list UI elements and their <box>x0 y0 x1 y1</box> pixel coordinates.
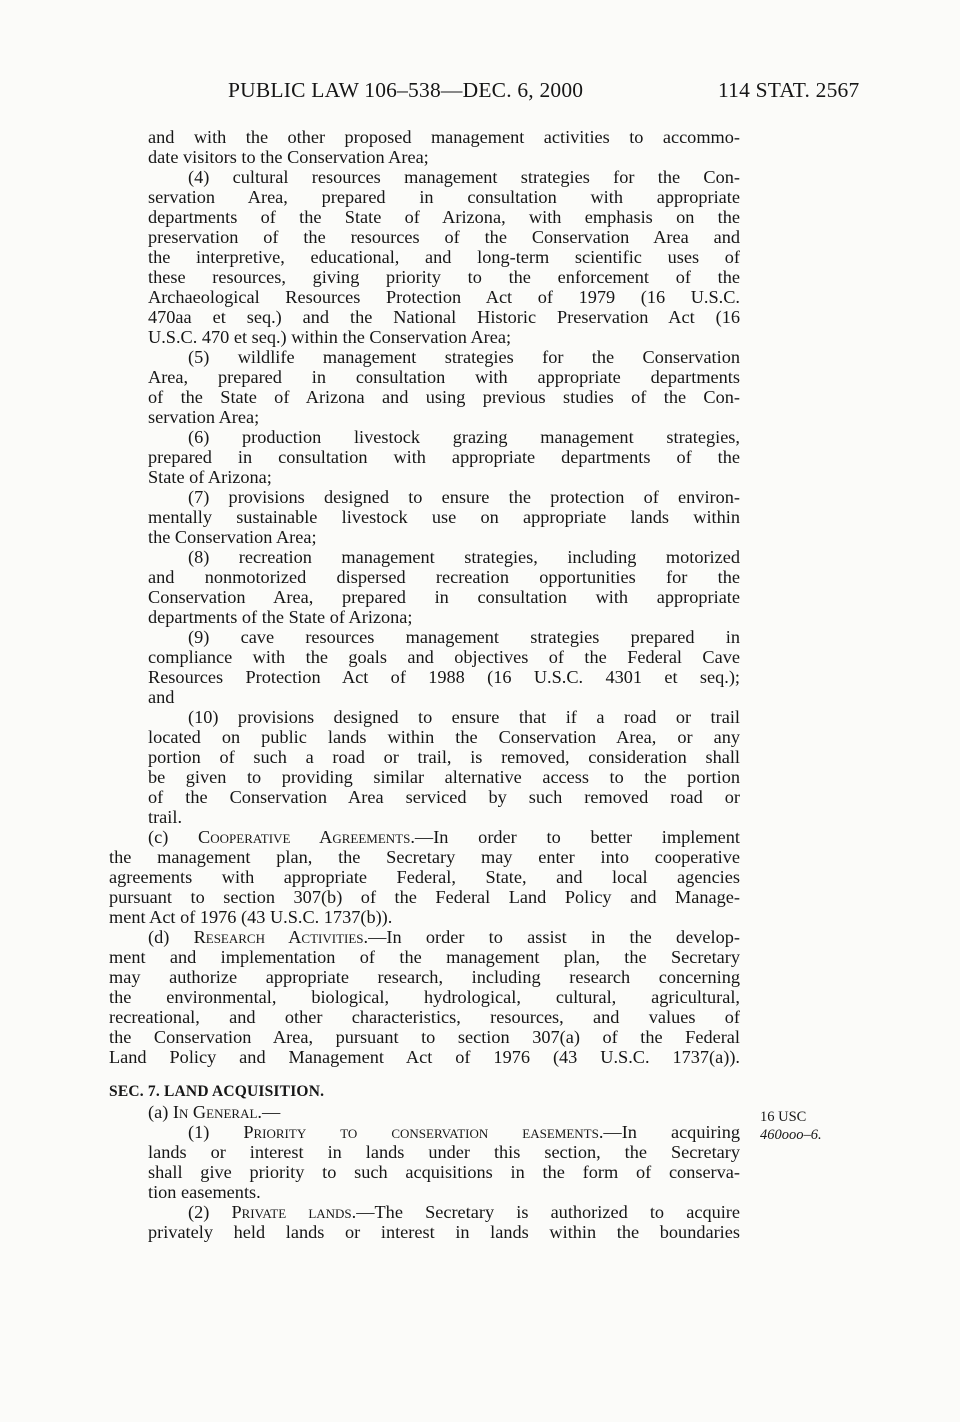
line-text: (7) provisions designed to ensure the protection of environ- <box>188 487 740 507</box>
subsection-heading: Priority to conservation easements.— <box>243 1122 622 1142</box>
line-text: may authorize appropriate research, including research concerning <box>109 967 740 987</box>
line-text: Area, prepared in consultation with appropriate departments <box>148 367 740 387</box>
line-text: (4) cultural resources management strategies for the Con- <box>188 167 740 187</box>
line-text: recreational, and other characteristics, resources, and values of <box>109 1007 740 1027</box>
text-line <box>109 1047 740 1067</box>
running-head: PUBLIC LAW 106–538—DEC. 6, 2000 <box>228 78 584 102</box>
text-line <box>148 387 740 407</box>
line-text: located on public lands within the Conservation Area, or any <box>148 727 740 747</box>
line-text: the management plan, the Secretary may enter into cooperative <box>109 847 740 867</box>
text-line <box>148 767 740 787</box>
line-text: the interpretive, educational, and long-term scientific uses of <box>148 247 740 267</box>
text-line <box>109 1027 740 1047</box>
line-text: departments of the State of Arizona, with emphasis on the <box>148 207 740 227</box>
text-line <box>148 447 740 467</box>
text-line <box>148 687 188 707</box>
text-line <box>109 907 469 927</box>
text-line <box>148 327 512 347</box>
text-line <box>148 727 740 747</box>
line-text: In acquiring <box>621 1122 740 1142</box>
text-line <box>188 707 740 727</box>
paragraph-designator: (d) <box>148 927 194 947</box>
text-line <box>148 287 740 307</box>
margin-citation-line-2: 460ooo–6. <box>760 1127 822 1143</box>
text-line <box>148 927 740 947</box>
line-text: and <box>148 687 175 707</box>
line-text: prepared in consultation with appropriate departments of the <box>148 447 740 467</box>
line-text: ment Act of 1976 (43 U.S.C. 1737(b)). <box>109 907 393 927</box>
text-line <box>148 227 740 247</box>
line-text: In order to assist in the develop- <box>386 927 740 947</box>
text-line <box>148 247 740 267</box>
line-text: lands or interest in lands under this section, the Secretary <box>148 1142 740 1162</box>
line-text: (5) wildlife management strategies for the Conservation <box>188 347 740 367</box>
statute-citation: 114 STAT. 2567 <box>718 78 860 102</box>
section-heading <box>109 1082 409 1102</box>
line-text: shall give priority to such acquisitions in the form of conserva- <box>148 1162 740 1182</box>
line-text: SEC. 7. LAND ACQUISITION. <box>109 1083 325 1100</box>
text-line <box>148 647 740 667</box>
text-line <box>109 967 740 987</box>
line-text: compliance with the goals and objectives of the Federal Cave <box>148 647 740 667</box>
text-line <box>148 267 740 287</box>
line-text: mentally sustainable livestock use on appropriate lands within <box>148 507 740 527</box>
line-text: (10) provisions designed to ensure that if a road or trail <box>188 707 740 727</box>
line-text: portion of such a road or trail, is removed, consideration shall <box>148 747 740 767</box>
line-text: the Conservation Area; <box>148 527 317 547</box>
subsection-heading: In General.— <box>172 1102 281 1122</box>
text-line <box>188 627 740 647</box>
line-text: preservation of the resources of the Conservation Area and <box>148 227 740 247</box>
text-line <box>148 667 740 687</box>
text-line <box>148 507 740 527</box>
text-line <box>148 207 740 227</box>
text-line <box>148 1222 740 1242</box>
line-text: privately held lands or interest in lands within the boundaries <box>148 1222 740 1242</box>
line-text: servation Area; <box>148 407 260 427</box>
text-line <box>188 427 740 447</box>
line-text: be given to providing similar alternative access to the portion <box>148 767 740 787</box>
margin-citation-line-1: 16 USC <box>760 1109 807 1125</box>
line-text: departments of the State of Arizona; <box>148 607 413 627</box>
subsection-heading: Cooperative Agreements.— <box>198 827 434 847</box>
text-line <box>188 347 740 367</box>
line-text: the environmental, biological, hydrological, cultural, agricultural, <box>109 987 740 1007</box>
text-line <box>148 747 740 767</box>
line-text: tion easements. <box>148 1182 261 1202</box>
line-text: ment and implementation of the management plan, the Secretary <box>109 947 740 967</box>
paragraph-designator: (1) <box>188 1122 244 1142</box>
line-text: of the State of Arizona and using previous studies of the Con- <box>148 387 740 407</box>
paragraph-designator: (a) <box>148 1102 173 1122</box>
text-line <box>109 987 740 1007</box>
line-text: (6) production livestock grazing management strategies, <box>188 427 740 447</box>
paragraph-designator: (2) <box>188 1202 232 1222</box>
text-line <box>148 187 740 207</box>
line-text: Land Policy and Management Act of 1976 (43 U.S.C. 1737(a)). <box>109 1047 740 1067</box>
line-text: The Secretary is authorized to acquire <box>374 1202 741 1222</box>
text-line <box>148 1102 388 1122</box>
line-text: Conservation Area, prepared in consultation with appropriate <box>148 587 740 607</box>
text-line <box>148 147 429 167</box>
page-header <box>0 78 960 108</box>
text-line <box>148 807 193 827</box>
text-line <box>109 947 740 967</box>
text-line <box>148 827 740 847</box>
text-line <box>148 1142 740 1162</box>
line-text: State of Arizona; <box>148 467 272 487</box>
text-line <box>148 587 740 607</box>
line-text: servation Area, prepared in consultation with appropriate <box>148 187 740 207</box>
text-line <box>148 787 740 807</box>
line-text: agreements with appropriate Federal, State, and local agencies <box>109 867 740 887</box>
line-text: the Conservation Area, pursuant to section 307(a) of the Federal <box>109 1027 740 1047</box>
line-text: pursuant to section 307(b) of the Federal Land Policy and Manage- <box>109 887 740 907</box>
text-line <box>188 1202 740 1222</box>
text-line <box>148 1182 298 1202</box>
text-line <box>109 1007 740 1027</box>
line-text: and nonmotorized dispersed recreation opportunities for the <box>148 567 740 587</box>
line-text: of the Conservation Area serviced by such removed road or <box>148 787 740 807</box>
text-line <box>148 567 740 587</box>
text-line <box>148 607 488 627</box>
text-line <box>148 467 308 487</box>
text-line <box>188 1122 740 1142</box>
line-text: (9) cave resources management strategies prepared in <box>188 627 740 647</box>
text-line <box>148 1162 740 1182</box>
line-text: trail. <box>148 807 183 827</box>
text-line <box>188 167 740 187</box>
text-line <box>148 307 740 327</box>
text-line <box>109 887 740 907</box>
text-line <box>109 847 740 867</box>
line-text: date visitors to the Conservation Area; <box>148 147 429 167</box>
line-text: In order to better implement <box>433 827 740 847</box>
line-text: 470aa et seq.) and the National Historic Preservation Act (16 <box>148 307 740 327</box>
text-line <box>148 407 258 427</box>
line-text: these resources, giving priority to the enforcement of the <box>148 267 740 287</box>
text-line <box>188 487 740 507</box>
text-line <box>148 127 740 147</box>
text-line <box>148 527 358 547</box>
line-text: (8) recreation management strategies, including motorized <box>188 547 740 567</box>
line-text: Archaeological Resources Protection Act of 1979 (16 U.S.C. <box>148 287 740 307</box>
line-text: Resources Protection Act of 1988 (16 U.S.C. 4301 et seq.); <box>148 667 740 687</box>
line-text: U.S.C. 470 et seq.) within the Conservation Area; <box>148 327 512 347</box>
text-line <box>148 367 740 387</box>
text-line <box>109 867 740 887</box>
paragraph-designator: (c) <box>148 827 199 847</box>
subsection-heading: Research Activities.— <box>193 927 387 947</box>
line-text: and with the other proposed management activities to accommo- <box>148 127 740 147</box>
subsection-heading: Private lands.— <box>231 1202 375 1222</box>
margin-citation <box>760 1108 822 1144</box>
text-line <box>188 547 740 567</box>
